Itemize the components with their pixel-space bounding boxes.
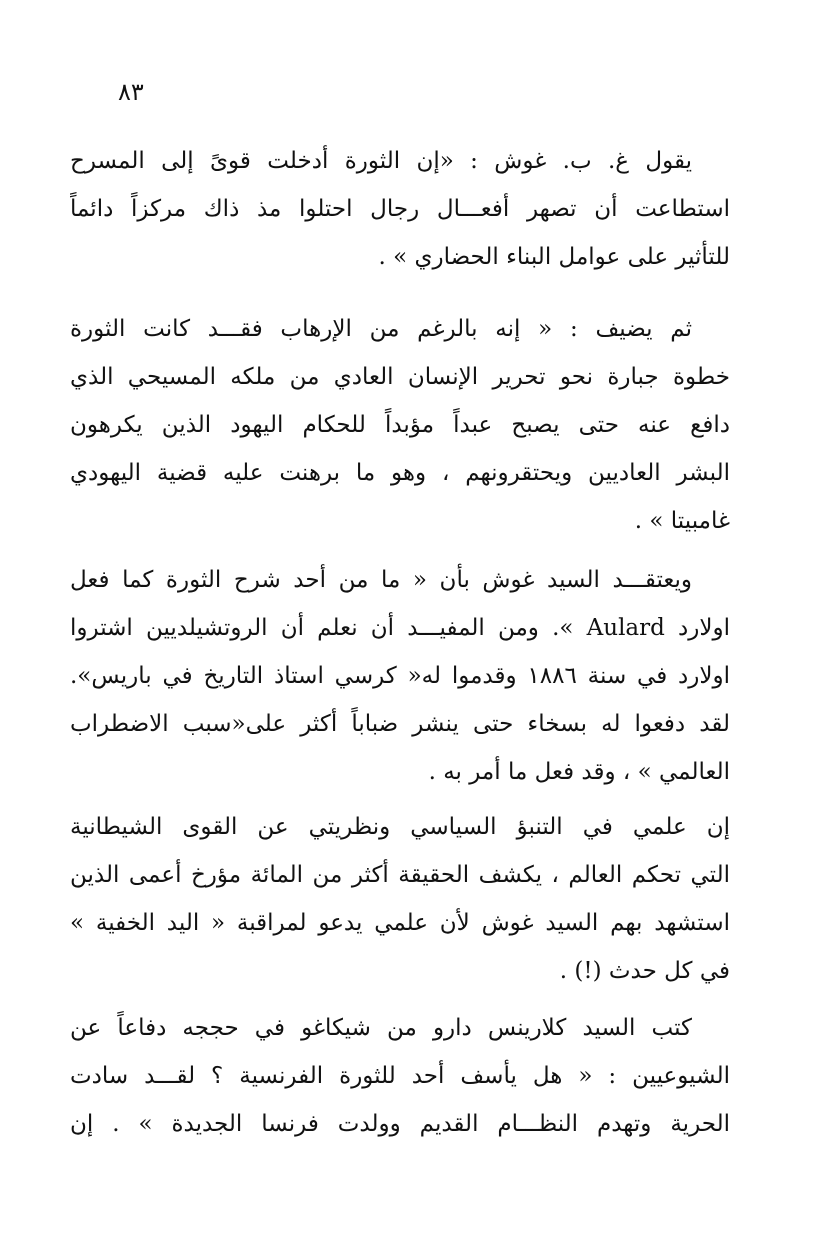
text-line: الشيوعيين : « هل يأسف أحد للثورة الفرنسية ؟ لقـــد سادت: [70, 1063, 730, 1089]
text-line: يقول غ. ب. غوش : «إن الثورة أدخلت قوىً إلى المسرح: [70, 148, 692, 174]
paragraph-3: [70, 556, 730, 796]
paragraph-5: [70, 1004, 730, 1148]
text-line: البشر العاديين ويحتقرونهم ، وهو ما برهنت عليه قضية اليهودي: [70, 460, 730, 486]
text-line: اولارد في سنة ١٨٨٦ وقدموا له« كرسي استاذ التاريخ في باريس».: [70, 663, 730, 689]
text-line: إن علمي في التنبؤ السياسي ونظريتي عن القوى الشيطانية: [70, 814, 730, 840]
text-line: التي تحكم العالم ، يكشف الحقيقة أكثر من المائة مؤرخ أعمى الذين: [70, 862, 730, 888]
text-line: استطاعت أن تصهر أفعـــال رجال احتلوا مذ ذاك مركزاً دائماً: [70, 196, 730, 222]
text-line: للتأثير على عوامل البناء الحضاري » .: [378, 244, 730, 270]
text-line: ثم يضيف : « إنه بالرغم من الإرهاب فقـــد كانت الثورة: [70, 316, 692, 342]
text-line: لقد دفعوا له بسخاء حتى ينشر ضباباً أكثر على«سبب الاضطراب: [70, 711, 730, 737]
paragraph-2: [70, 305, 730, 545]
text-line: العالمي » ، وقد فعل ما أمر به .: [428, 759, 730, 785]
text-line: دافع عنه حتى يصبح عبداً مؤبداً للحكام اليهود الذين يكرهون: [70, 412, 730, 438]
paragraph-1: [70, 137, 730, 281]
text-line: كتب السيد كلارينس دارو من شيكاغو في حججه دفاعاً عن: [70, 1015, 692, 1041]
text-line: الحرية وتهدم النظـــام القديم وولدت فرنسا الجديدة » . إن: [70, 1111, 730, 1137]
text-line: خطوة جبارة نحو تحرير الإنسان العادي من ملكه المسيحي الذي: [70, 364, 730, 390]
text-line: غامبيتا » .: [634, 508, 730, 534]
paragraph-4: [70, 803, 730, 995]
page-number: ٨٣: [118, 78, 144, 106]
text-line: ويعتقـــد السيد غوش بأن « ما من أحد شرح الثورة كما فعل: [70, 567, 692, 593]
text-line: استشهد بهم السيد غوش لأن علمي يدعو لمراقبة « اليد الخفية »: [70, 910, 730, 936]
text-line: اولارد Aulard ». ومن المفيـــد أن نعلم أن الروتشيلديين اشتروا: [70, 615, 730, 641]
text-line: في كل حدث (!) .: [559, 958, 730, 984]
